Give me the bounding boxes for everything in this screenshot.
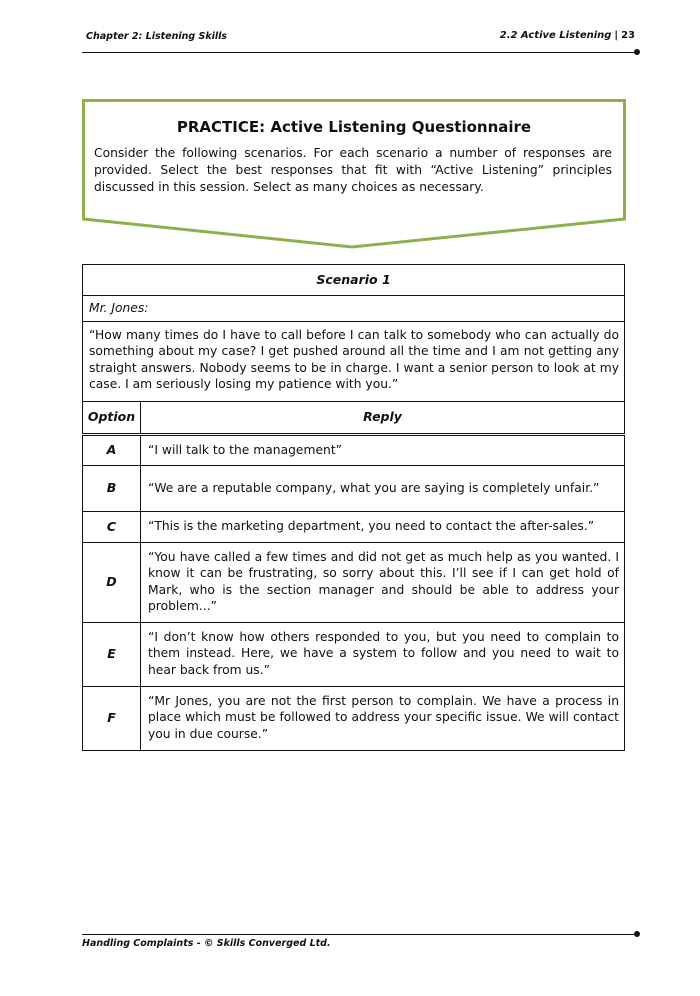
header-rule <box>82 52 636 53</box>
header-section <box>500 30 635 41</box>
option-letter: D <box>83 542 141 622</box>
header-section-title: 2.2 Active Listening <box>499 30 612 41</box>
option-letter: C <box>83 512 141 543</box>
option-reply: “I don’t know how others responded to you, but you need to complain to them instead. Here, we have a system to follow and you need to wait to hear back from us.” <box>141 622 625 686</box>
option-reply: “Mr Jones, you are not the first person to complain. We have a process in place which must be followed to address your specific issue. We will contact you in due course.” <box>141 686 625 750</box>
option-letter: A <box>83 434 141 466</box>
option-reply: “This is the marketing department, you need to contact the after-sales.” <box>141 512 625 543</box>
column-reply: Reply <box>141 401 625 434</box>
table-row <box>83 622 625 686</box>
table-row <box>83 512 625 543</box>
scenario-speaker: Mr. Jones: <box>83 296 624 322</box>
option-reply: “You have called a few times and did not get as much help as you wanted. I know it can be frustrating, so sorry about this. I’ll see if I can get hold of Mark, who is the section manager and should be able to address your problem...” <box>141 542 625 622</box>
table-row <box>83 434 625 466</box>
header-separator: | <box>614 30 619 41</box>
footer-text: Handling Complaints - © Skills Converged Ltd. <box>82 938 331 949</box>
table-row <box>83 542 625 622</box>
option-reply: “We are a reputable company, what you are saying is completely unfair.” <box>141 466 625 512</box>
scenario-description <box>83 296 625 402</box>
option-reply: “I will talk to the management” <box>141 434 625 466</box>
option-letter: B <box>83 466 141 512</box>
column-option: Option <box>83 401 141 434</box>
footer-rule <box>82 934 636 935</box>
footer-rule-dot <box>634 931 640 937</box>
column-headers <box>83 401 625 434</box>
practice-title: PRACTICE: Active Listening Questionnaire <box>176 118 532 136</box>
header-rule-dot <box>634 49 640 55</box>
practice-callout <box>82 99 626 249</box>
table-row <box>83 466 625 512</box>
scenario-quote: “How many times do I have to call before I can talk to somebody who can actually do something about my case? I get pushed around all the time and I am not getting any straight answers. Nobody seems to be in charge. I want a senior person to look at my case. I am seriously losing my patience with you.” <box>89 327 619 391</box>
scenario-table <box>82 264 625 751</box>
header-chapter: Chapter 2: Listening Skills <box>86 31 228 42</box>
page-number: 23 <box>621 30 635 41</box>
table-row <box>83 686 625 750</box>
option-letter: F <box>83 686 141 750</box>
practice-instructions: Consider the following scenarios. For each scenario a number of responses are provided. Select the best responses that fit with “Active Listening” principles discussed in this session. Select as many choices as necessary. <box>94 146 612 194</box>
scenario-title: Scenario 1 <box>83 265 625 296</box>
option-letter: E <box>83 622 141 686</box>
